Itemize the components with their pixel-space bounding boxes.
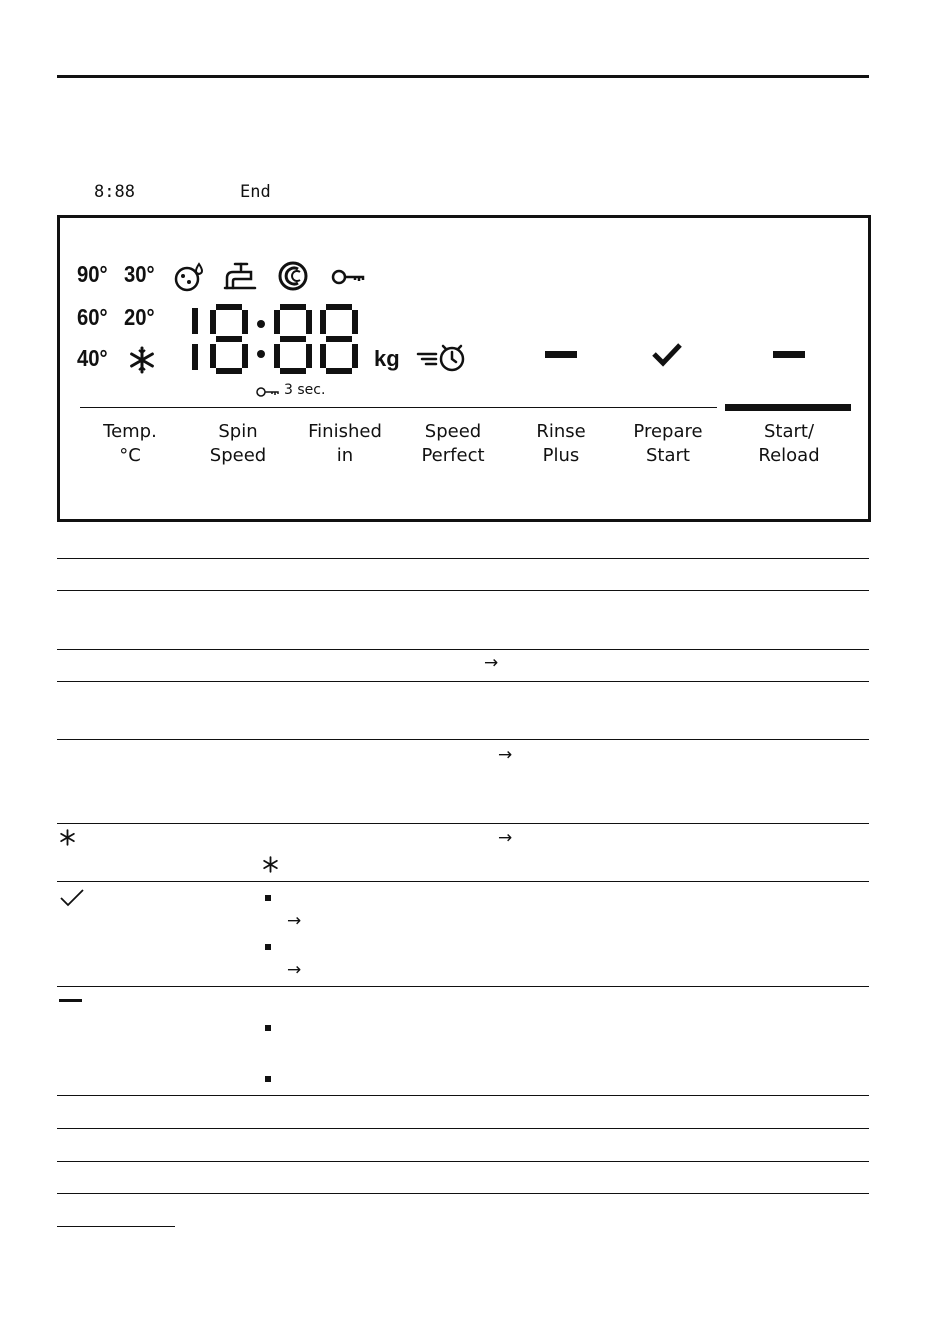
panel-separator bbox=[80, 407, 717, 408]
bullet bbox=[265, 895, 271, 901]
button-prepare-line1: Prepare bbox=[633, 421, 703, 442]
table-rule bbox=[57, 649, 869, 650]
time-display bbox=[188, 302, 362, 376]
speed-clock-icon bbox=[416, 342, 472, 372]
key-hint-icon bbox=[256, 386, 280, 398]
bullet bbox=[265, 944, 271, 950]
small-end-glyph: End bbox=[240, 182, 271, 202]
small-display-glyph: 8:88 bbox=[94, 182, 135, 202]
table-rule bbox=[57, 881, 869, 882]
table-rule bbox=[57, 681, 869, 682]
bullet bbox=[265, 1025, 271, 1031]
start-reload-dash-icon bbox=[773, 351, 805, 358]
button-rinse-plus[interactable] bbox=[501, 420, 621, 468]
button-speed-line2: Perfect bbox=[421, 445, 485, 466]
start-bar bbox=[725, 404, 851, 411]
footnote-separator bbox=[57, 1226, 175, 1227]
temp-40: 40° bbox=[77, 345, 108, 371]
arrow-icon: → bbox=[287, 911, 302, 931]
button-finished-line2: in bbox=[336, 445, 354, 466]
button-start-line1: Start/ bbox=[763, 421, 815, 442]
snowflake-icon bbox=[59, 829, 76, 846]
button-finished-in[interactable] bbox=[285, 420, 405, 468]
bullet bbox=[265, 1076, 271, 1082]
table-rule bbox=[57, 739, 869, 740]
check-icon bbox=[59, 888, 85, 908]
button-spin-line1: Spin bbox=[218, 421, 258, 442]
temp-30: 30° bbox=[124, 261, 155, 287]
check-icon bbox=[651, 342, 683, 368]
button-start-line2: Reload bbox=[758, 445, 820, 466]
button-rinse-line1: Rinse bbox=[536, 421, 586, 442]
button-temp[interactable] bbox=[70, 420, 190, 468]
drum-clean-icon bbox=[277, 260, 309, 292]
button-speed-line1: Speed bbox=[424, 421, 482, 442]
key-icon bbox=[331, 268, 365, 286]
rinse-plus-dash-icon bbox=[545, 351, 577, 358]
arrow-icon: → bbox=[484, 653, 499, 673]
button-prepare-start[interactable] bbox=[608, 420, 728, 468]
button-speed-perfect[interactable] bbox=[393, 420, 513, 468]
temp-90: 90° bbox=[77, 261, 108, 287]
table-rule bbox=[57, 1095, 869, 1096]
button-prepare-line2: Start bbox=[646, 445, 690, 466]
table-rule bbox=[57, 986, 869, 987]
table-rule bbox=[57, 558, 869, 559]
unit-kg: kg bbox=[374, 346, 400, 371]
button-temp-line1: Temp. bbox=[103, 421, 157, 442]
control-panel bbox=[57, 215, 871, 522]
arrow-icon: → bbox=[498, 828, 513, 848]
arrow-icon: → bbox=[287, 960, 302, 980]
button-start-reload[interactable] bbox=[729, 420, 849, 468]
snowflake-icon bbox=[128, 346, 156, 374]
table-rule bbox=[57, 1161, 869, 1162]
lock-hint-text: 3 sec. bbox=[284, 382, 326, 398]
table-rule bbox=[57, 1193, 869, 1194]
table-rule bbox=[57, 590, 869, 591]
table-rule bbox=[57, 823, 869, 824]
stain-icon bbox=[173, 262, 207, 292]
top-rule bbox=[57, 75, 869, 78]
table-rule bbox=[57, 1128, 869, 1129]
button-rinse-line2: Plus bbox=[542, 445, 580, 466]
button-spin-speed[interactable] bbox=[178, 420, 298, 468]
temp-60: 60° bbox=[77, 304, 108, 330]
arrow-icon: → bbox=[498, 745, 513, 765]
button-temp-line2: °C bbox=[119, 445, 141, 466]
button-finished-line1: Finished bbox=[308, 421, 382, 442]
dash-icon bbox=[59, 999, 82, 1002]
button-spin-line2: Speed bbox=[209, 445, 267, 466]
temp-20: 20° bbox=[124, 304, 155, 330]
tap-icon bbox=[223, 262, 257, 290]
snowflake-icon bbox=[262, 856, 279, 873]
